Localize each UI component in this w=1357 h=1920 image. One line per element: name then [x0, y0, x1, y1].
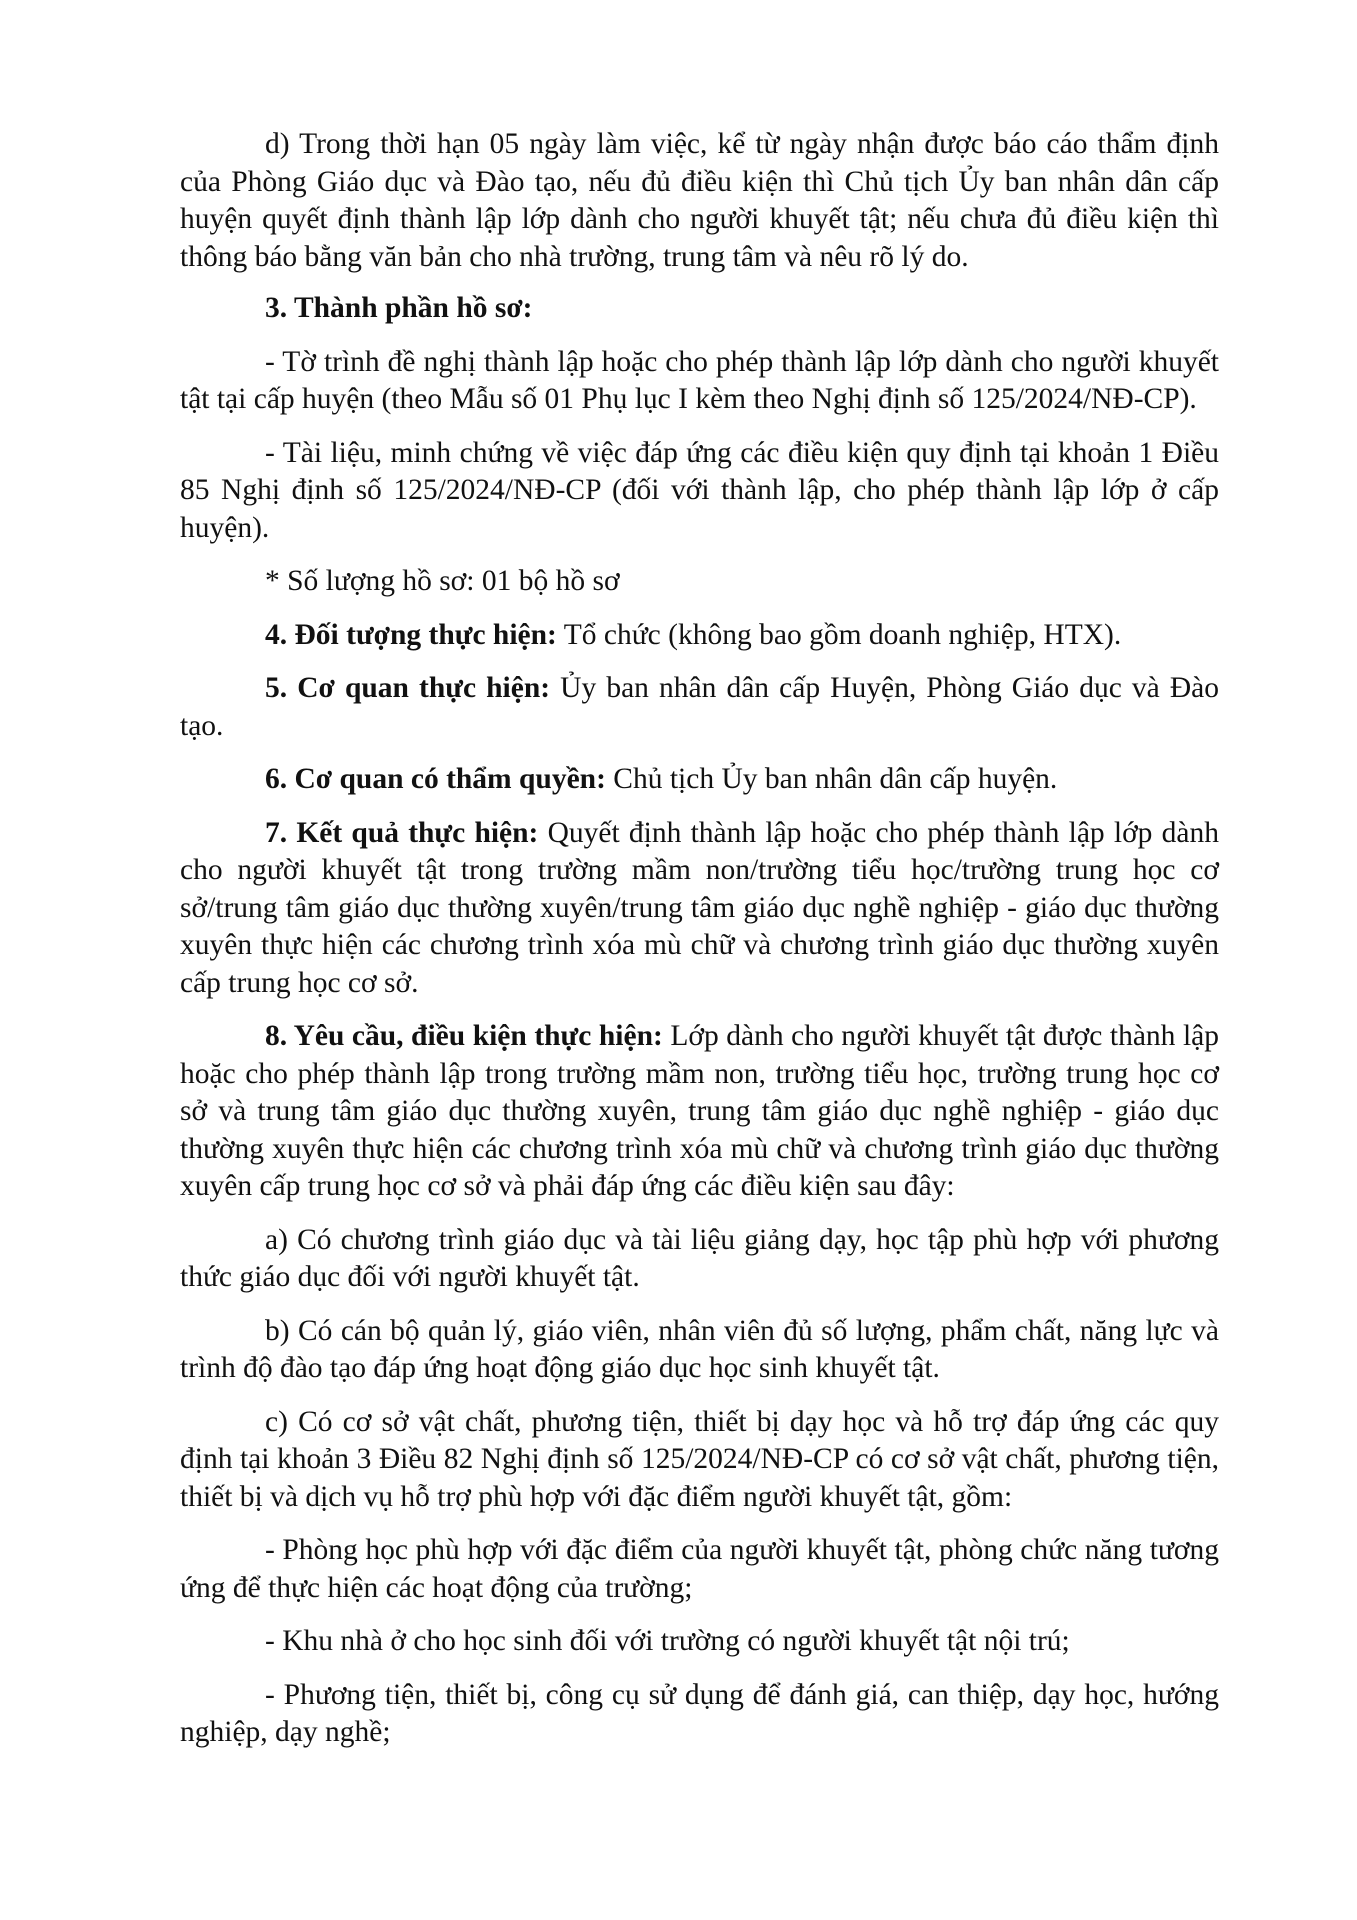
paragraph-text: - Tài liệu, minh chứng về việc đáp ứng các điều kiện quy định tại khoản 1 Điều 85 Nghị định số 125/2024/NĐ-CP (đối với thành lập, cho phép thành lập lớp ở cấp huyện). [180, 436, 1219, 544]
section-requirements [180, 1018, 1219, 1206]
section-implementing-agency [180, 670, 1219, 745]
paragraph-text: - Phương tiện, thiết bị, công cụ sử dụng để đánh giá, can thiệp, dạy học, hướng nghiệp, dạy nghề; [180, 1678, 1219, 1748]
paragraph-text: - Tờ trình đề nghị thành lập hoặc cho phép thành lập lớp dành cho người khuyết tật tại cấp huyện (theo Mẫu số 01 Phụ lục I kèm theo Nghị định số 125/2024/NĐ-CP). [180, 345, 1219, 415]
paragraph-text: Lớp dành cho người khuyết tật được thành lập hoặc cho phép thành lập trong trường mầm non, trường tiểu học, trường trung học cơ sở và trung tâm giáo dục thường xuyên, trung tâm giáo dục nghề nghiệp - giáo dục thường xuyên thực hiện các chương trình xóa mù chữ và chương trình giáo dục thường xuyên cấp trung học cơ sở và phải đáp ứng các điều kiện sau đây: [180, 1020, 1219, 1202]
paragraph-lead: 5. Cơ quan thực hiện: [265, 672, 551, 704]
paragraph-equipment [180, 1677, 1219, 1752]
section-result [180, 815, 1219, 1003]
paragraph-proposal [180, 344, 1219, 419]
paragraph-dossier-count [180, 563, 1219, 601]
paragraph-text: d) Trong thời hạn 05 ngày làm việc, kể từ ngày nhận được báo cáo thẩm định của Phòng Giáo dục và Đào tạo, nếu đủ điều kiện thì Chủ tịch Ủy ban nhân dân cấp huyện quyết định thành lập lớp dành cho người khuyết tật; nếu chưa đủ điều kiện thì thông báo bằng văn bản cho nhà trường, trung tâm và nêu rõ lý do. [180, 128, 1219, 273]
paragraph-condition-c [180, 1404, 1219, 1517]
paragraph-condition-b [180, 1313, 1219, 1388]
paragraph-step-d [180, 126, 1219, 276]
paragraph-dormitory [180, 1623, 1219, 1661]
section-subjects [180, 617, 1219, 655]
paragraph-text: * Số lượng hồ sơ: 01 bộ hồ sơ [265, 565, 620, 597]
paragraph-condition-a [180, 1222, 1219, 1297]
paragraph-text: - Khu nhà ở cho học sinh đối với trường có người khuyết tật nội trú; [265, 1625, 1070, 1657]
paragraph-classrooms [180, 1532, 1219, 1607]
paragraph-text: Chủ tịch Ủy ban nhân dân cấp huyện. [605, 763, 1058, 795]
paragraph-text: Quyết định thành lập hoặc cho phép thành lập lớp dành cho người khuyết tật trong trường mầm non/trường tiểu học/trường trung học cơ sở/trung tâm giáo dục thường xuyên/trung tâm giáo dục nghề nghiệp - giáo dục thường xuyên thực hiện các chương trình xóa mù chữ và chương trình giáo dục thường xuyên cấp trung học cơ sở. [180, 816, 1219, 999]
paragraph-text: Ủy ban nhân dân cấp Huyện, Phòng Giáo dục và Đào tạo. [180, 672, 1219, 742]
paragraph-lead: 4. Đối tượng thực hiện: [265, 618, 557, 651]
paragraph-text: a) Có chương trình giáo dục và tài liệu giảng dạy, học tập phù hợp với phương thức giáo dục đối với người khuyết tật. [180, 1223, 1219, 1293]
heading-dossier-components [180, 290, 1219, 328]
paragraph-lead: 3. Thành phần hồ sơ: [265, 292, 533, 324]
section-competent-authority [180, 761, 1219, 799]
paragraph-lead: 6. Cơ quan có thẩm quyền: [265, 763, 606, 795]
paragraph-text: - Phòng học phù hợp với đặc điểm của người khuyết tật, phòng chức năng tương ứng để thực hiện các hoạt động của trường; [180, 1534, 1219, 1604]
paragraph-text: b) Có cán bộ quản lý, giáo viên, nhân viên đủ số lượng, phẩm chất, năng lực và trình độ đào tạo đáp ứng hoạt động giáo dục học sinh khuyết tật. [180, 1314, 1219, 1384]
paragraph-lead: 7. Kết quả thực hiện: [265, 816, 539, 849]
paragraph-evidence [180, 435, 1219, 548]
paragraph-text: Tổ chức (không bao gồm doanh nghiệp, HTX). [556, 618, 1122, 651]
paragraph-lead: 8. Yêu cầu, điều kiện thực hiện: [265, 1020, 663, 1052]
paragraph-text: c) Có cơ sở vật chất, phương tiện, thiết bị dạy học và hỗ trợ đáp ứng các quy định tại khoản 3 Điều 82 Nghị định số 125/2024/NĐ-CP có cơ sở vật chất, phương tiện, thiết bị và dịch vụ hỗ trợ phù hợp với đặc điểm người khuyết tật, gồm: [180, 1405, 1219, 1513]
